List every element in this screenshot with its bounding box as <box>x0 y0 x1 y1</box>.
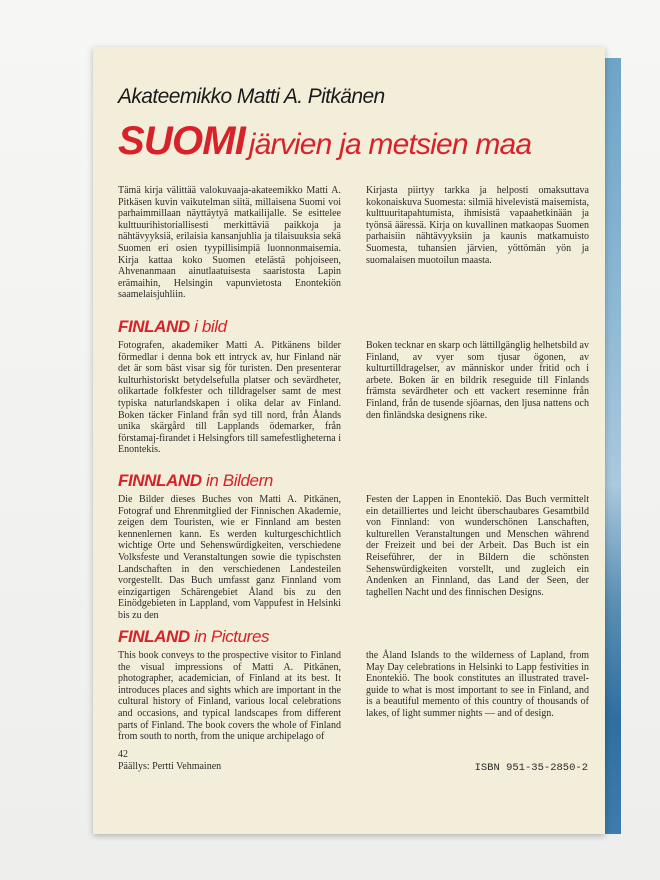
english-heading-bold: FINLAND <box>118 627 190 646</box>
english-text-col2: the Åland Islands to the wilderness of Lapland, from May Day celebrations in Helsinki to Lapp festivities in Enontekiö. The book constitutes an illustrated travel-guide to what is most important to see in Finland, and is a beautiful memento of this country of thousands of lakes, of light summer nights — and of design. <box>366 650 589 719</box>
title-subtitle: järvien ja metsien maa <box>248 128 532 161</box>
book-title <box>118 119 531 164</box>
english-heading <box>118 627 269 647</box>
author-line: Akateemikko Matti A. Pitkänen <box>118 85 385 108</box>
swedish-heading <box>118 317 227 337</box>
swedish-text-col1: Fotografen, akademiker Matti A. Pitkänens bilder förmedlar i denna bok ett intryck av, hur Finland när det är som bäst visar sig för turisten. Den presenterar kulturhistoriskt betydelsefulla platser och sevärdheter, olikartade folkfester och tilldragelser samt de mest typiska naturlandskapen i olika delar av Finland. Boken täcker Finland från syd till nord, från Ålands unika skärgård till Lapplands ödemarker, från förstamaj-firandet i Helsingfors till samefestligheterna i Enontekis. <box>118 340 341 456</box>
swedish-text-col2: Boken tecknar en skarp och lättillgänglig helhetsbild av Finland, av vyer som tjusar ögonen, av kulturtilldragelser, av människor under fritid och i arbete. Boken är en bildrik reseguide till Finlands främsta sevärdheter och ett vackert reseminne från Finland, från de tusende sjöarnas, den ljusa nattens och den finländska designens rike. <box>366 340 589 421</box>
german-heading-rest: in Bildern <box>201 471 273 490</box>
cover-credit: Päällys: Pertti Vehmainen <box>118 761 222 772</box>
swedish-heading-rest: i bild <box>189 317 227 336</box>
finnish-text-col1: Tämä kirja välittää valokuvaaja-akateemikko Matti A. Pitkäsen kuvin vaikutelman siitä, millaisena Suomi voi parhaimmillaan näyttäytyä matkailijalle. Se esittelee kulttuurihistoriallisesti merkittäviä paikkoja ja nähtävyyksiä, erilaisia kansanjuhlia ja tilaisuuksia sekä Suomen eri osien tyypillisimpiä luonnonmaisemia. Kirja kattaa koko Suomen etelästä pohjoiseen, Ahvenanmaan ainutlaatuisesta saaristosta Lapin erämaihin, Helsingin vapunvietosta Enontekiön saamelaisjuhliin. <box>118 185 341 301</box>
english-text-col1: This book conveys to the prospective visitor to Finland the visual impressions of Matti A. Pitkänen, photographer, academician, of Finland at its best. It introduces places and sights which are important in the cultural history of Finland, various local celebrations and occasions, and typical landscapes from different parts of Finland. The book covers the whole of Finland from south to north, from the unique archipelago of <box>118 650 341 743</box>
title-emphasis: SUOMI <box>118 119 246 163</box>
german-text-col1: Die Bilder dieses Buches von Matti A. Pitkänen, Fotograf und Ehrenmitglied der Finnischen Akademie, zeigen dem Touristen, wie er Finnland am besten kennenlernen kann. Es werden kulturgeschichtlich wichtige Orte und Sehenswürdigkeiten, verschiedene Volksfeste und Veranstaltungen sowie die typischsten Landschaften in den verschiedenen Landesteilen vorgestellt. Das Buch umfasst ganz Finnland vom einzigartigen Schärengebiet Åland bis zu den Einödgebieten in Lappland, vom Vappufest in Helsinki bis zu den <box>118 494 341 621</box>
finnish-text-col2: Kirjasta piirtyy tarkka ja helposti omaksuttava kokonaiskuva Suomesta: silmiä hivelevistä maisemista, kulttuuritapahtumista, ihmisistä vapaahetkinään ja työnsä ääressä. Kirja on kuvallinen matkaopas Suomen parhaisiin nähtävyyksiin ja kaunis matkamuisto Suomesta, tuhansien järvien, yöttömän yön ja suomalaisen muotoilun maasta. <box>366 185 589 266</box>
isbn: ISBN 951-35-2850-2 <box>474 762 588 774</box>
german-heading <box>118 471 273 491</box>
book-back-cover <box>93 47 605 834</box>
german-heading-bold: FINNLAND <box>118 471 202 490</box>
english-heading-rest: in Pictures <box>189 627 270 646</box>
german-text-col2: Festen der Lappen in Enontekiö. Das Buch vermittelt ein detailliertes und leicht überschaubares Gesamtbild von Finnland: von wunderschönen Lanschaften, kulturellen Veranstaltungen und Menschen während der Freizeit und bei der Arbeit. Das Buch ist ein Reiseführer, der in Bildern die schönsten Sehenswürdigkeiten vorstellt, und zugleich ein Andenken an Finnland, das Land der Seen, der taghellen Nacht und des finnischen Designs. <box>366 494 589 598</box>
footer-left <box>118 749 221 773</box>
swedish-heading-bold: FINLAND <box>118 317 190 336</box>
page-number: 42 <box>118 749 128 760</box>
